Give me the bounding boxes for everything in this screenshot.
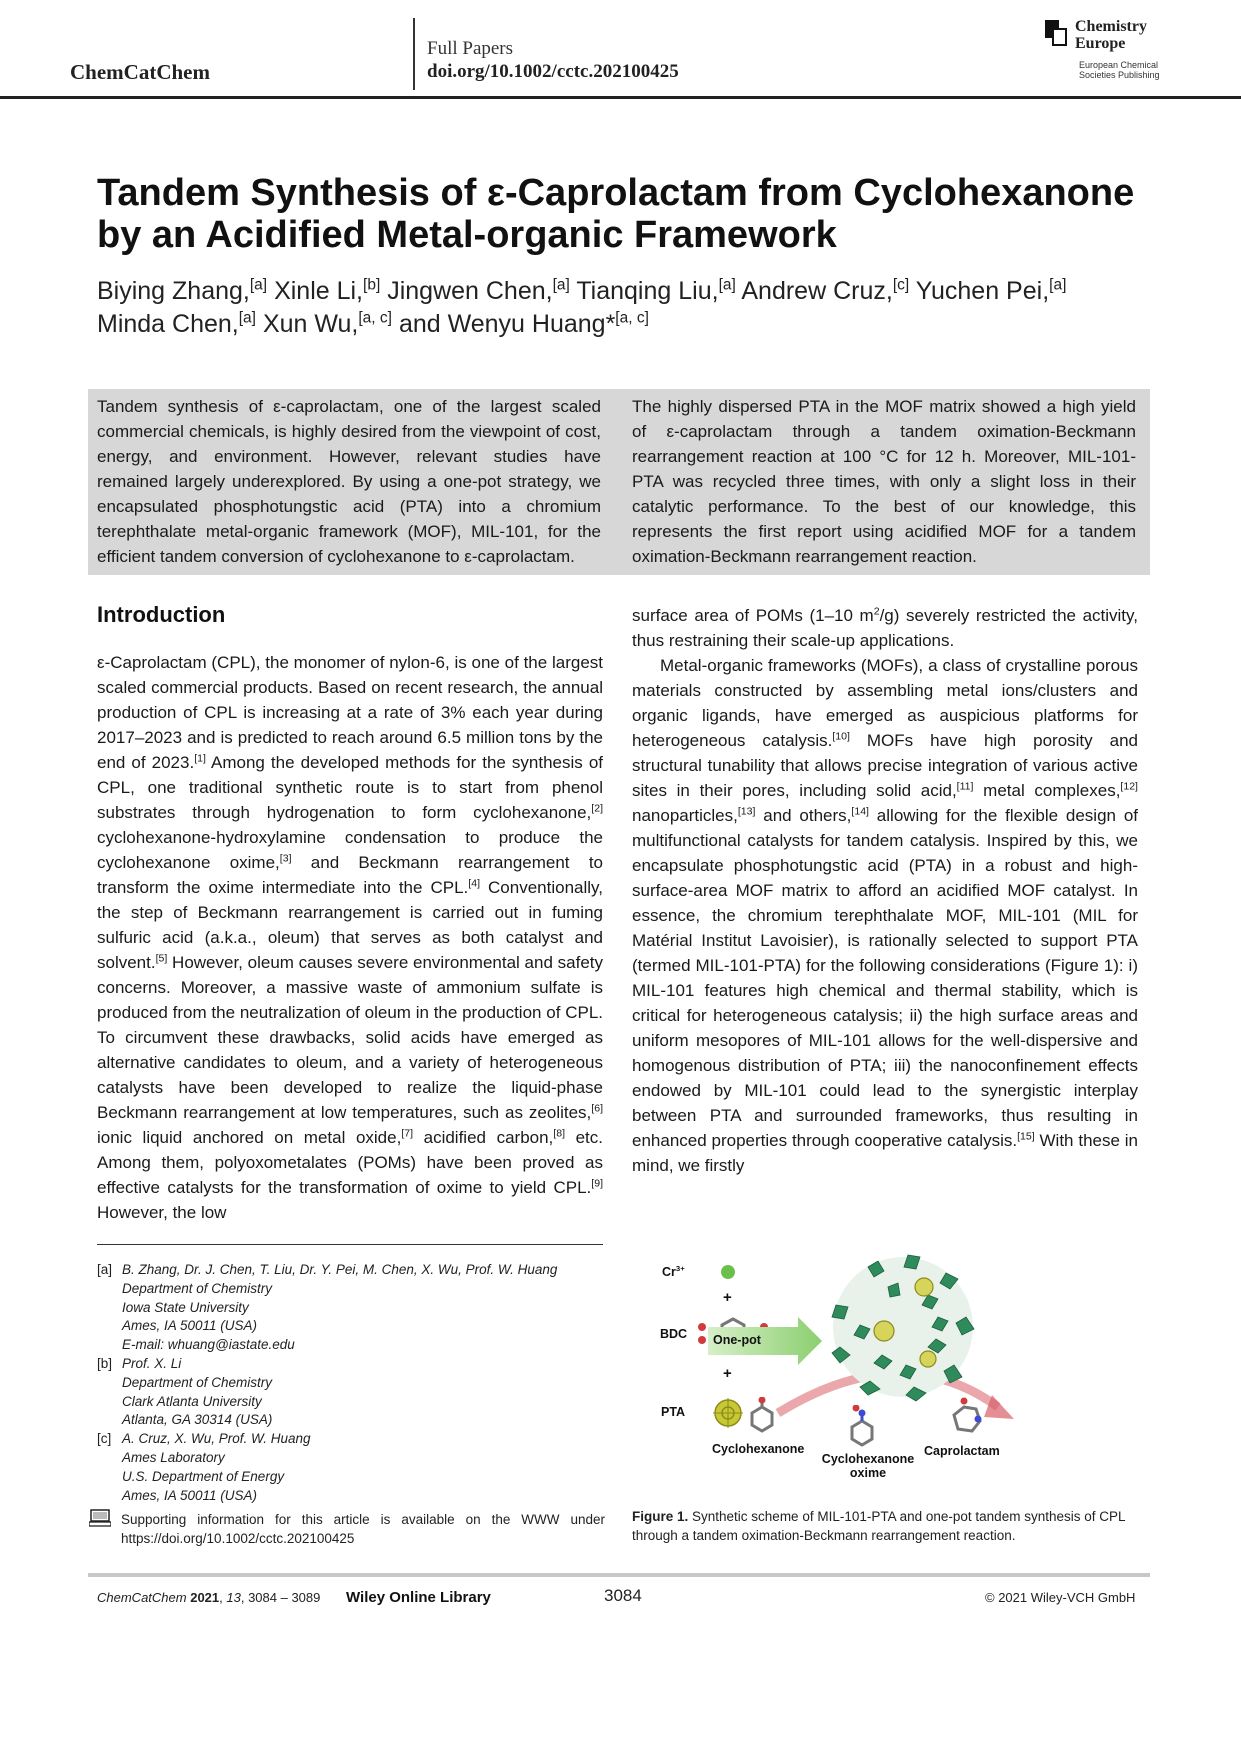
title-line-2: by an Acidified Metal-organic Framework xyxy=(97,214,837,256)
author-name: Jingwen Chen, xyxy=(387,277,553,305)
footnote-line: U.S. Department of Energy xyxy=(122,1468,285,1484)
cyclohexanone-molecule xyxy=(742,1397,782,1437)
citation-ref[interactable]: [11] xyxy=(956,780,974,793)
label-pta: PTA xyxy=(661,1405,686,1419)
citation-ref[interactable]: [10] xyxy=(832,730,850,743)
author-affiliation: [a, c] xyxy=(358,309,392,327)
author-name: Xinle Li, xyxy=(274,277,364,305)
author-name: Yuchen Pei, xyxy=(915,277,1050,305)
footnote-line: Atlanta, GA 30314 (USA) xyxy=(122,1412,273,1428)
body-column-left xyxy=(97,650,603,1225)
publisher-name-line2: Europe xyxy=(1075,35,1126,52)
supporting-info-note: Supporting information for this article is available on the WWW under https://doi.org/10.1002/cctc.202100425 xyxy=(121,1512,605,1546)
label-one-pot: One-pot xyxy=(713,1333,761,1347)
citation-ref[interactable]: [2] xyxy=(591,802,603,815)
copyright: © 2021 Wiley-VCH GmbH xyxy=(985,1590,1136,1605)
citation-ref[interactable]: [15] xyxy=(1017,1130,1035,1143)
footer-citation: ChemCatChem 2021, 13, 3084 – 3089 xyxy=(97,1590,321,1605)
author-name: Minda Chen, xyxy=(97,310,239,338)
author-affiliation: [a] xyxy=(1049,276,1067,294)
footnote-line: Clark Atlanta University xyxy=(122,1393,262,1409)
computer-icon xyxy=(89,1509,111,1527)
footnote-line: Department of Chemistry xyxy=(122,1374,273,1390)
citation-ref[interactable]: [3] xyxy=(279,852,292,865)
author-affiliation: [a] xyxy=(718,276,736,294)
journal-name: ChemCatChem xyxy=(70,60,210,84)
figure-1 xyxy=(630,1245,1150,1485)
author-list xyxy=(97,275,1157,341)
label-cyclohexanone: Cyclohexanone xyxy=(712,1442,805,1456)
chemistry-europe-logo-icon xyxy=(1045,20,1067,46)
header-divider xyxy=(413,18,415,90)
figure-1-caption: Figure 1. Synthetic scheme of MIL-101-PTA and one-pot tandem synthesis of CPL through a tandem oximation-Beckmann rearrangement reaction. xyxy=(632,1509,1125,1543)
footnote-line: Iowa State University xyxy=(122,1299,249,1315)
footnote-line: [a] B. Zhang, Dr. J. Chen, T. Liu, Dr. Y. Pei, M. Chen, X. Wu, Prof. W. Huang xyxy=(97,1262,558,1277)
citation-ref[interactable]: [8] xyxy=(553,1127,565,1140)
caprolactam-molecule xyxy=(946,1397,988,1437)
footnote-rule xyxy=(97,1244,603,1245)
abstract-left: Tandem synthesis of ε-caprolactam, one of the largest scaled commercial chemicals, is highly desired from the viewpoint of cost, energy, and environment. However, relevant studies have remained largely underexplored. By using a one-pot strategy, we encapsulated phosphotungstic acid (PTA) into a chromium terephthalate metal-organic framework (MOF), MIL-101, for the efficient tandem conversion of cyclohexanone to ε-caprolactam. xyxy=(97,397,601,566)
label-cyclohexanone-oxime: Cyclohexanone oxime xyxy=(821,1452,915,1480)
footnote-line: Ames, IA 50011 (USA) xyxy=(122,1318,258,1334)
body-column-right xyxy=(632,603,1138,1178)
citation-ref[interactable]: 2 xyxy=(873,605,880,618)
footnote-line: Ames, IA 50011 (USA) xyxy=(122,1487,258,1503)
publisher-sub-line2: Societies Publishing xyxy=(1079,70,1160,80)
page-number: 3084 xyxy=(604,1586,642,1605)
doi-link[interactable]: doi.org/10.1002/cctc.202100425 xyxy=(427,61,679,82)
author-affiliation: [a] xyxy=(552,276,570,294)
mil-101-pta-framework xyxy=(818,1247,988,1407)
footnote-line: [c] A. Cruz, X. Wu, Prof. W. Huang xyxy=(97,1431,311,1447)
citation-ref[interactable]: [12] xyxy=(1120,780,1138,793)
author-affiliation: [a, c] xyxy=(615,309,649,327)
author-affiliation: [a] xyxy=(249,276,268,294)
footnote-line: Department of Chemistry xyxy=(122,1280,273,1296)
citation-ref[interactable]: [14] xyxy=(851,805,869,818)
wiley-online-library-link[interactable]: Wiley Online Library xyxy=(346,1589,491,1606)
label-bdc: BDC xyxy=(660,1327,688,1341)
footnote-line: E-mail: whuang@iastate.edu xyxy=(122,1337,295,1353)
citation-ref[interactable]: [13] xyxy=(737,805,756,818)
section-type: Full Papers xyxy=(427,38,514,59)
section-heading-introduction: Introduction xyxy=(97,602,226,627)
citation-ref[interactable]: [9] xyxy=(591,1177,603,1190)
title-line-1: Tandem Synthesis of ε-Caprolactam from Cyclohexanone xyxy=(97,172,1135,214)
author-affiliation: [a] xyxy=(238,309,256,327)
author-affiliation: [c] xyxy=(892,276,910,294)
author-name: Biying Zhang, xyxy=(97,277,250,305)
author-name: Tianqing Liu, xyxy=(576,277,719,305)
plus-sign-2: + xyxy=(723,1365,732,1382)
publisher-name-line1: Chemistry xyxy=(1075,18,1147,35)
intro-paragraph-1-continued: surface area of POMs (1–10 $m^2/g$) severely restricted the activity, thus restraining their scale-up applications. xyxy=(632,605,1138,650)
header-rule xyxy=(0,96,1241,99)
affiliation-footnotes xyxy=(97,1261,617,1505)
plus-sign-1: + xyxy=(723,1289,732,1306)
footnote-line: Ames Laboratory xyxy=(122,1449,225,1465)
author-affiliation: [b] xyxy=(363,276,381,294)
footnote-line: [b] Prof. X. Li xyxy=(97,1355,182,1371)
cyclohexanone-oxime-molecule xyxy=(842,1405,882,1451)
author-name: Andrew Cruz, xyxy=(741,277,893,305)
publisher-sub-line1: European Chemical xyxy=(1079,60,1159,70)
citation-ref[interactable]: [7] xyxy=(401,1127,414,1140)
citation-ref[interactable]: [1] xyxy=(194,752,206,765)
article-title xyxy=(97,172,1157,256)
citation-ref[interactable]: [6] xyxy=(591,1102,603,1115)
citation-ref[interactable]: [5] xyxy=(155,952,168,965)
abstract-right: The highly dispersed PTA in the MOF matrix showed a high yield of ε-caprolactam through a tandem oximation-Beckmann rearrangement reaction at 100 °C for 12 h. Moreover, MIL-101-PTA was recycled three times, with only a slight loss in their catalytic performance. To the best of our knowledge, this represents the first report using acidified MOF for a tandem oximation-Beckmann rearrangement reaction. xyxy=(632,397,1136,566)
author-name: Xun Wu, xyxy=(262,310,359,338)
author-name: and Wenyu Huang* xyxy=(398,310,616,338)
citation-ref[interactable]: [4] xyxy=(468,877,480,890)
intro-paragraph-1: ε-Caprolactam (CPL), the monomer of nylon-6, is one of the largest scaled commercial products. Based on recent research, the annual production of CPL is increasing at a rate of 3% each year during 2017–2023 and is predicted to reach around 6.5 million tons by the end of 2023.[1] Among the developed methods for the synthesis of CPL, one traditional synthetic route is to start from phenol substrates through hydrogenation to form cyclohexanone,[2] cyclohexanone-hydroxylamine condensation to produce the cyclohexanone oxime,[3] and Beckmann rearrangement to transform the oxime intermediate into the CPL.[4] Conventionally, the step of Beckmann rearrangement is carried out in fuming sulfuric acid (a.k.a., oleum) that serves as both catalyst and solvent.[5] However, oleum causes severe environmental and safety concerns. Moreover, a massive waste of ammonium sulfate is produced from the neutralization of oleum in the production of CPL. To circumvent these drawbacks, solid acids have emerged as alternative candidates to oleum, and a variety of heterogeneous catalysts have been developed to realize the liquid-phase Beckmann rearrangement at low temperatures, such as zeolites,[6] ionic liquid anchored on metal oxide,[7] acidified carbon,[8] etc. Among them, polyoxometalates (POMs) have been proved as effective catalysts for the transformation of oxime to yield CPL.[9] However, the low xyxy=(97,653,603,1222)
label-cr: $Cr^{3+}$ xyxy=(662,1263,685,1279)
label-caprolactam: Caprolactam xyxy=(924,1444,1000,1458)
footer-rule xyxy=(88,1573,1150,1577)
intro-paragraph-2: Metal-organic frameworks (MOFs), a class of crystalline porous materials constructed by assembling metal ions/clusters and organic ligands, have emerged as auspicious platforms for heterogeneous catalysis.[10] MOFs have high porosity and structural tunability that allows precise integration of various active sites in their pores, including solid acid,[11] metal complexes,[12] nanoparticles,[13] and others,[14] allowing for the flexible design of multifunctional catalysts for tandem catalysis. Inspired by this, we encapsulate phosphotungstic acid (PTA) in a robust and high-surface-area MOF matrix to afford an acidified MOF catalyst. In essence, the chromium terephthalate MOF, MIL-101 (MIL for Matérial Institut Lavoisier), is rationally selected to support PTA (termed MIL-101-PTA) for the following considerations (Figure 1): i) MIL-101 features high chemical and thermal stability, which is critical for heterogeneous catalysis; ii) the high surface areas and uniform mesopores of MIL-101 allows for the well-dispersive and homogenous distribution of PTA; iii) the nanoconfinement effects endowed by MIL-101 could lead to the synergistic interplay between PTA and surrounded frameworks, thus resulting in enhanced properties through cooperative catalysis.[15] With these in mind, we firstly xyxy=(632,656,1139,1175)
